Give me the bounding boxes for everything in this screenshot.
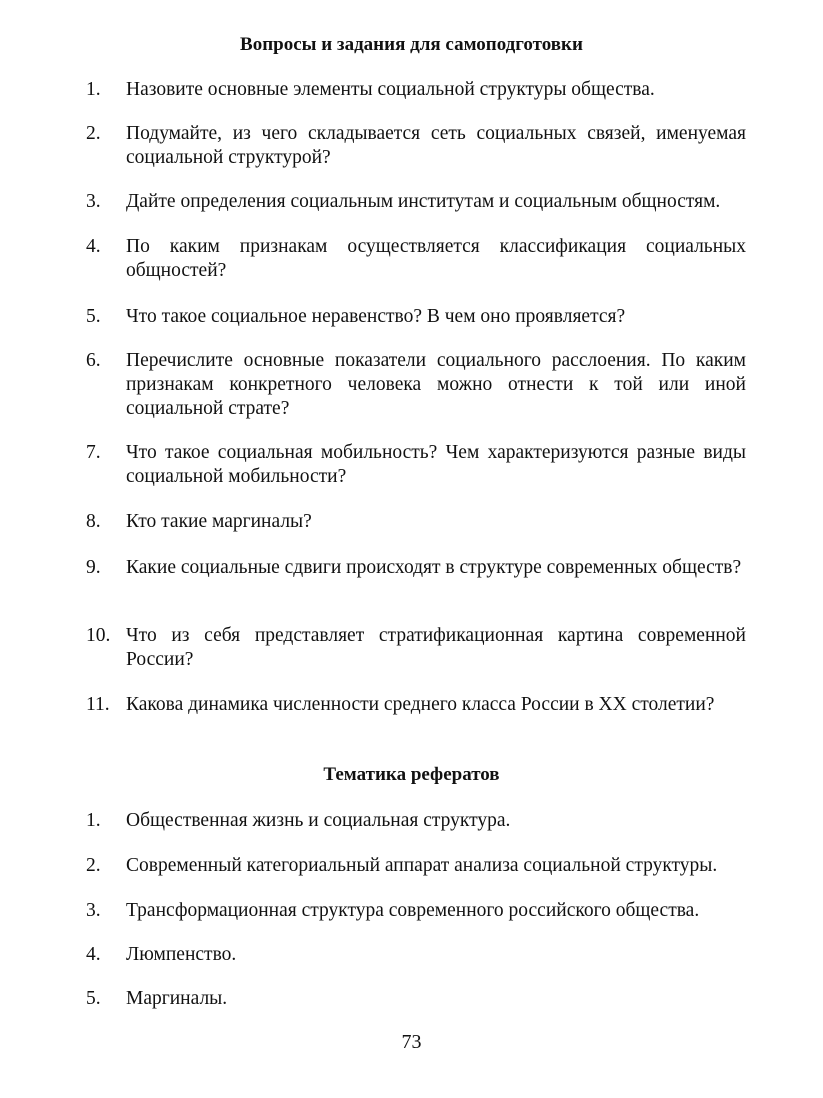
- question-text: Какие социальные сдвиги происходят в структуре современных обществ?: [126, 557, 742, 578]
- question-text: Что из себя представляет стратификационная картина современной России?: [126, 625, 746, 670]
- topic-number: 2.: [86, 855, 101, 876]
- question-text: Что такое социальное неравенство? В чем оно проявляется?: [126, 306, 626, 327]
- question-number: 10.: [86, 625, 111, 646]
- question-text: Перечислите основные показатели социального расслоения. По каким признакам конкретного человека можно отнести к той или иной социальной страте?: [126, 350, 746, 419]
- topic-text: Маргиналы.: [126, 988, 228, 1009]
- question-text: По каким признакам осуществляется классификация социальных общностей?: [126, 236, 746, 281]
- topic-text: Современный категориальный аппарат анализа социальной структуры.: [126, 855, 718, 876]
- question-text: Кто такие маргиналы?: [126, 511, 312, 532]
- question-number: 7.: [86, 442, 101, 463]
- question-number: 3.: [86, 191, 101, 212]
- question-number: 8.: [86, 511, 101, 532]
- question-text: Какова динамика численности среднего класса России в XX столетии?: [126, 694, 715, 715]
- questions-heading: Вопросы и задания для самоподготовки: [240, 34, 583, 55]
- topics-heading: Тематика рефератов: [323, 764, 500, 785]
- question-number: 11.: [86, 694, 110, 715]
- question-text: Дайте определения социальным институтам и социальным общностям.: [126, 191, 721, 212]
- question-number: 6.: [86, 350, 101, 371]
- topic-text: Общественная жизнь и социальная структура.: [126, 810, 511, 831]
- topic-number: 3.: [86, 900, 101, 921]
- question-number: 2.: [86, 123, 101, 144]
- topic-number: 5.: [86, 988, 101, 1009]
- question-text: Что такое социальная мобильность? Чем характеризуются разные виды социальной мобильности?: [126, 442, 746, 487]
- question-number: 9.: [86, 557, 101, 578]
- question-text: Назовите основные элементы социальной структуры общества.: [126, 79, 655, 100]
- topic-text: Трансформационная структура современного российского общества.: [126, 900, 700, 921]
- topic-number: 4.: [86, 944, 101, 965]
- question-number: 1.: [86, 79, 101, 100]
- page-number: 73: [401, 1031, 422, 1053]
- topic-text: Люмпенство.: [126, 944, 237, 965]
- question-text: Подумайте, из чего складывается сеть социальных связей, именуемая социальной структурой?: [126, 123, 746, 168]
- question-number: 5.: [86, 306, 101, 327]
- question-number: 4.: [86, 236, 101, 257]
- topic-number: 1.: [86, 810, 101, 831]
